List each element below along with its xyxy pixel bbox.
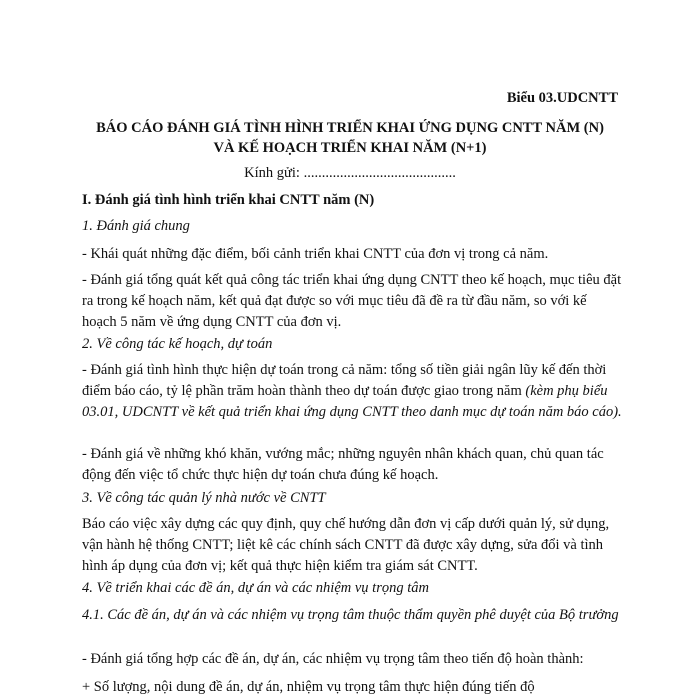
report-title-line-1: BÁO CÁO ĐÁNH GIÁ TÌNH HÌNH TRIỂN KHAI ỨNG DỤNG CNTT NĂM (N): [96, 120, 604, 136]
paragraph-progress-summary: - Đánh giá tổng hợp các đề án, dự án, các nhiệm vụ trọng tâm theo tiến độ hoàn thành:: [82, 651, 584, 667]
paragraph-budget-execution-note: (kèm phụ biểu 03.01, UDCNTT về kết quả triển khai ứng dụng CNTT theo danh mục dự toán năm báo cáo).: [82, 383, 622, 420]
subsection-1-heading: 1. Đánh giá chung: [82, 218, 190, 234]
paragraph-budget-execution-text: - Đánh giá tình hình thực hiện dự toán trong cả năm: tổng số tiền giải ngân lũy kế đến thời điểm báo cáo, tỷ lệ phần trăm hoàn thành theo dự toán được giao trong năm: [82, 362, 607, 399]
paragraph-general-context: - Khái quát những đặc điểm, bối cảnh triển khai CNTT của đơn vị trong cả năm.: [82, 246, 549, 262]
recipient-line: Kính gửi: ..........................................: [244, 165, 456, 181]
subsection-4-1-heading: 4.1. Các đề án, dự án và các nhiệm vụ trọng tâm thuộc thẩm quyền phê duyệt của Bộ trưởng: [82, 607, 619, 623]
paragraph-budget-execution: [82, 360, 622, 423]
section-1-heading: I. Đánh giá tình hình triển khai CNTT năm (N): [82, 192, 375, 208]
paragraph-general-assessment: - Đánh giá tổng quát kết quả công tác triển khai ứng dụng CNTT theo kế hoạch, mục tiêu đặt ra trong kế hoạch năm, kết quả đạt được so với mục tiêu đã đề ra từ đầu năm, so với kế hoạch 5 năm về ứng dụng CNTT của đơn vị.: [82, 272, 622, 330]
paragraph-state-management: Báo cáo việc xây dựng các quy định, quy chế hướng dẫn đơn vị cấp dưới quản lý, sử dụng, vận hành hệ thống CNTT; liệt kê các chính sách CNTT đã được xây dựng, sửa đổi và tình hình áp dụng của đơn vị; kết quả thực hiện kiểm tra giám sát CNTT.: [82, 516, 610, 574]
report-title-line-2: VÀ KẾ HOẠCH TRIỂN KHAI NĂM (N+1): [213, 140, 487, 156]
form-code: Biểu 03.UDCNTT: [506, 90, 618, 106]
subsection-2-heading: 2. Về công tác kế hoạch, dự toán: [82, 336, 273, 352]
subsection-4-heading: 4. Về triển khai các đề án, dự án và các nhiệm vụ trọng tâm: [82, 580, 429, 596]
paragraph-difficulties: - Đánh giá về những khó khăn, vướng mắc; những nguyên nhân khách quan, chủ quan tác động đến việc tổ chức thực hiện dự toán chưa đúng kế hoạch.: [82, 446, 604, 483]
paragraph-on-schedule: + Số lượng, nội dung đề án, dự án, nhiệm vụ trọng tâm thực hiện đúng tiến độ: [82, 679, 535, 695]
subsection-3-heading: 3. Về công tác quản lý nhà nước về CNTT: [82, 490, 326, 506]
